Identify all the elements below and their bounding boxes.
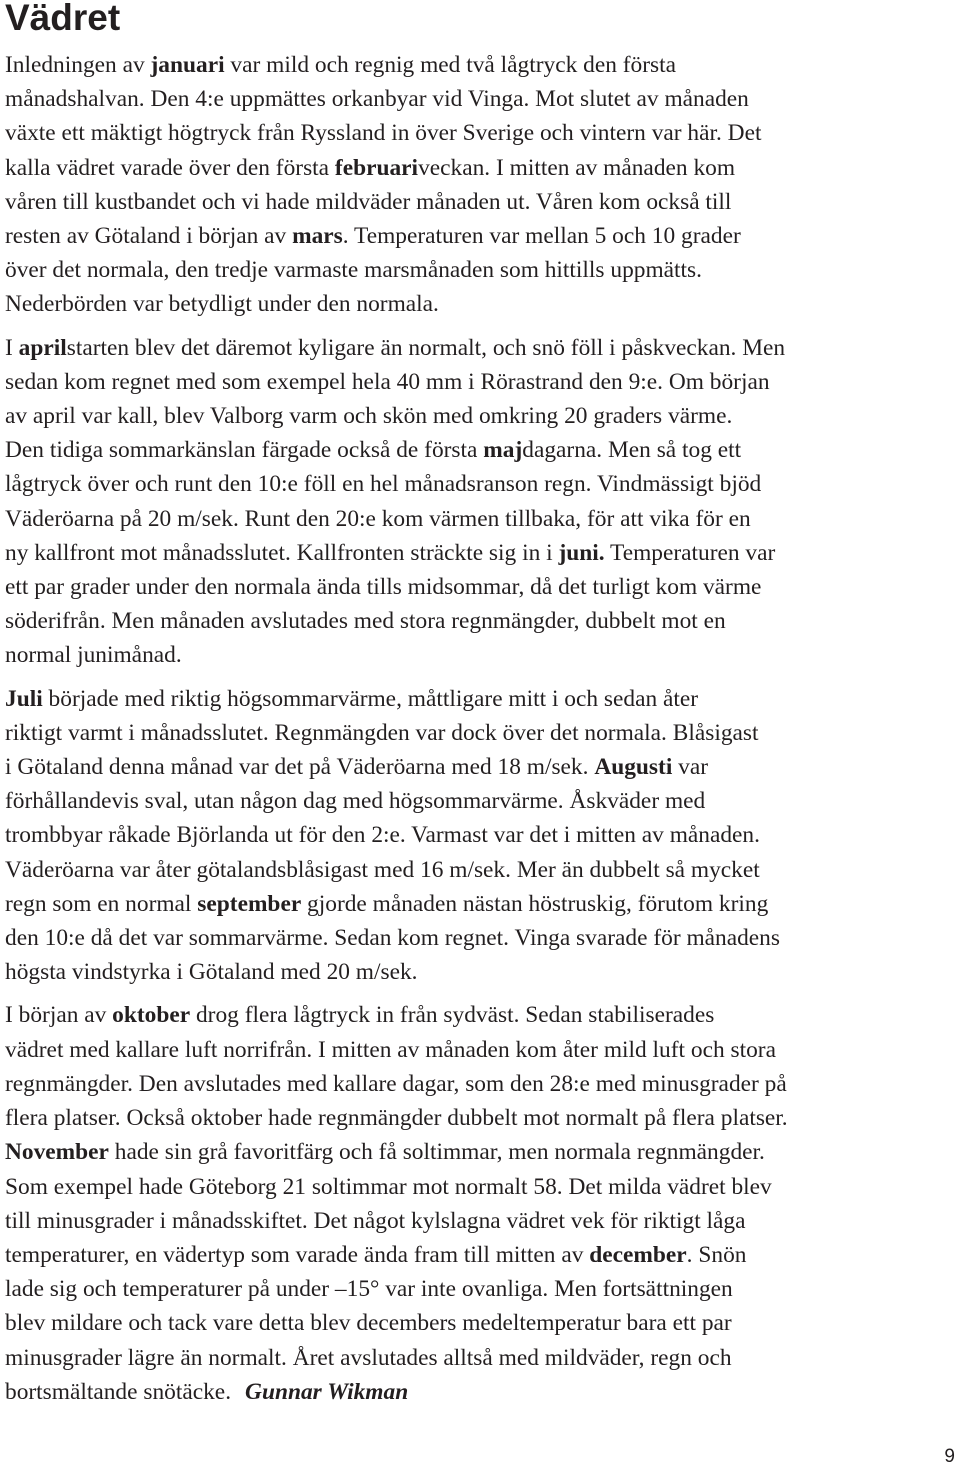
text-segment: Den tidiga sommarkänslan färgade också de första: [5, 437, 484, 464]
text-segment: lågtryck över och runt den 10:e föll en hel månadsranson regn. Vindmässigt bjöd: [5, 471, 762, 498]
text-line: [5, 331, 955, 365]
text-segment: lade sig och temperaturer på under –15° var inte ovanliga. Men fortsättningen: [5, 1276, 733, 1303]
text-segment: normal junimånad.: [5, 642, 182, 669]
text-line: [5, 253, 955, 287]
text-segment: I början av: [5, 1002, 113, 1029]
text-line: [5, 502, 955, 536]
author-signature: Gunnar Wikman: [245, 1378, 409, 1405]
text-line: [5, 48, 955, 82]
month-highlight: Augusti: [594, 754, 673, 781]
text-segment: I: [5, 334, 19, 361]
text-segment: resten av Götaland i början av: [5, 223, 293, 250]
text-segment: växte ett mäktigt högtryck från Ryssland in över Sverige och vintern var här. Det: [5, 120, 762, 147]
text-segment: Inledningen av: [5, 52, 151, 78]
text-segment: regn som en normal: [5, 890, 198, 917]
text-line: [5, 1272, 955, 1306]
paragraph: [5, 48, 955, 322]
paragraph: [5, 331, 955, 673]
month-highlight: september: [197, 890, 302, 917]
text-segment: . Snön: [686, 1241, 747, 1268]
month-highlight: mars: [292, 223, 343, 250]
text-segment: förhållandevis sval, utan någon dag med högsommarvärme. Åskväder med: [5, 788, 706, 815]
text-line: [5, 1204, 955, 1238]
text-line: [5, 1341, 955, 1375]
text-segment: dagarna. Men så tog ett: [522, 437, 742, 464]
text-line: [5, 536, 955, 570]
text-segment: kalla vädret varade över den första: [5, 154, 335, 181]
text-line: [5, 604, 955, 638]
text-line: [5, 1238, 955, 1272]
text-line: [5, 1067, 955, 1101]
month-highlight: december: [589, 1241, 687, 1268]
paragraph: [5, 998, 955, 1408]
text-line: [5, 998, 955, 1032]
page-number: 9: [944, 1446, 955, 1467]
text-line: [5, 399, 955, 433]
text-line: [5, 750, 955, 784]
text-segment: av april var kall, blev Valborg varm och skön med omkring 20 graders värme.: [5, 403, 733, 430]
text-segment: Temperaturen var: [604, 539, 776, 566]
text-segment: . Temperaturen var mellan 5 och 10 grader: [342, 223, 741, 250]
text-line: [5, 1375, 955, 1409]
text-segment: den 10:e då det var sommarvärme. Sedan kom regnet. Vinga svarade för månadens: [5, 925, 780, 952]
text-segment: temperaturer, en vädertyp som varade ända fram till mitten av: [5, 1241, 590, 1268]
text-line: [5, 467, 955, 501]
text-segment: Som exempel hade Göteborg 21 soltimmar mot normalt 58. Det milda vädret blev: [5, 1173, 772, 1200]
text-line: [5, 1033, 955, 1067]
text-line: [5, 116, 955, 150]
text-segment: trombbyar råkade Björlanda ut för den 2:e. Varmast var det i mitten av månaden.: [5, 822, 760, 849]
text-segment: Nederbörden var betydligt under den normala.: [5, 291, 439, 318]
text-segment: till minusgrader i månadsskiftet. Det något kylslagna vädret vek för riktigt låga: [5, 1207, 746, 1234]
text-line: [5, 818, 955, 852]
text-segment: Väderöarna på 20 m/sek. Runt den 20:e kom värmen tillbaka, för att vika för en: [5, 505, 751, 532]
text-line: [5, 955, 955, 989]
text-segment: sedan kom regnet med som exempel hela 40 mm i Rörastrand den 9:e. Om början: [5, 368, 770, 395]
text-line: [5, 151, 955, 185]
text-line: [5, 287, 955, 321]
text-segment: vädret med kallare luft norrifrån. I mitten av månaden kom åter mild luft och stora: [5, 1036, 776, 1063]
text-line: [5, 638, 955, 672]
text-segment: bortsmältande snötäcke.: [5, 1378, 232, 1405]
text-segment: drog flera lågtryck in från sydväst. Sedan stabiliserades: [190, 1002, 715, 1029]
page-title: Vädret: [5, 0, 121, 38]
paragraph: [5, 682, 955, 990]
text-line: [5, 185, 955, 219]
text-segment: ett par grader under den normala ända tills midsommar, då det turligt kom värme: [5, 574, 762, 601]
month-highlight: januari: [150, 52, 225, 78]
text-line: [5, 921, 955, 955]
text-line: [5, 682, 955, 716]
month-highlight: oktober: [112, 1002, 191, 1029]
text-segment: var mild och regnig med två lågtryck den första: [224, 52, 677, 78]
article-body: [5, 48, 955, 1418]
month-highlight: November: [5, 1139, 109, 1166]
text-segment: våren till kustbandet och vi hade mildväder månaden ut. Våren kom också till: [5, 188, 732, 215]
text-segment: ny kallfront mot månadsslutet. Kallfronten sträckte sig in i: [5, 539, 559, 566]
text-line: [5, 433, 955, 467]
text-segment: i Götaland denna månad var det på Väderöarna med 18 m/sek.: [5, 754, 595, 781]
text-segment: riktigt varmt i månadsslutet. Regnmängden var dock över det normala. Blåsigast: [5, 719, 759, 746]
text-segment: söderifrån. Men månaden avslutades med stora regnmängder, dubbelt mot en: [5, 608, 726, 635]
text-line: [5, 784, 955, 818]
text-line: [5, 887, 955, 921]
text-line: [5, 82, 955, 116]
text-segment: regnmängder. Den avslutades med kallare dagar, som den 28:e med minusgrader på: [5, 1070, 787, 1097]
text-line: [5, 1135, 955, 1169]
month-highlight: maj: [483, 437, 523, 464]
text-line: [5, 365, 955, 399]
text-segment: starten blev det däremot kyligare än normalt, och snö föll i påskveckan. Men: [66, 334, 786, 361]
text-segment: Väderöarna var åter götalandsblåsigast med 16 m/sek. Mer än dubbelt så mycket: [5, 856, 760, 883]
text-segment: högsta vindstyrka i Götaland med 20 m/sek.: [5, 959, 418, 986]
text-line: [5, 1170, 955, 1204]
text-segment: blev mildare och tack vare detta blev decembers medeltemperatur bara ett par: [5, 1310, 732, 1337]
text-segment: månadshalvan. Den 4:e uppmättes orkanbyar vid Vinga. Mot slutet av månaden: [5, 86, 749, 113]
text-line: [5, 219, 955, 253]
text-line: [5, 1306, 955, 1340]
text-segment: över det normala, den tredje varmaste marsmånaden som hittills uppmätts.: [5, 257, 702, 284]
month-highlight: april: [18, 334, 67, 361]
text-line: [5, 1101, 955, 1135]
text-segment: gjorde månaden nästan höstruskig, förutom kring: [301, 890, 769, 917]
text-line: [5, 716, 955, 750]
month-highlight: februari: [334, 154, 419, 181]
text-segment: var: [672, 754, 709, 781]
text-segment: veckan. I mitten av månaden kom: [418, 154, 736, 181]
text-segment: började med riktig högsommarvärme, måttligare mitt i och sedan åter: [42, 685, 699, 712]
month-highlight: Juli: [5, 685, 43, 712]
text-segment: minusgrader lägre än normalt. Året avslutades alltså med mildväder, regn och: [5, 1344, 732, 1371]
text-segment: hade sin grå favoritfärg och få soltimmar, men normala regnmängder.: [108, 1139, 765, 1166]
text-line: [5, 853, 955, 887]
text-segment: flera platser. Också oktober hade regnmängder dubbelt mot normalt på flera platser.: [5, 1105, 788, 1132]
text-line: [5, 570, 955, 604]
month-highlight: juni.: [558, 539, 605, 566]
